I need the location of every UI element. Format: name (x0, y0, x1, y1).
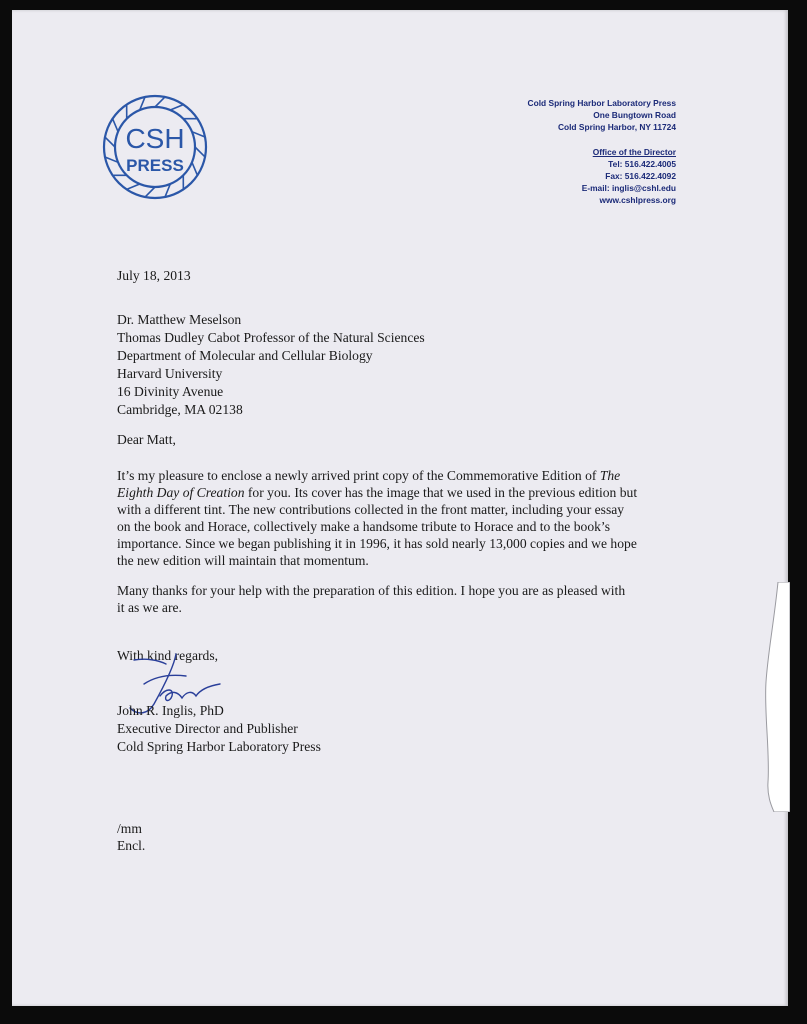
recipient-line: Harvard University (117, 366, 223, 381)
csh-press-logo (95, 90, 215, 204)
logo-helix-link (195, 147, 205, 157)
paragraph-text: for you. Its cover has the image that we used in the previous edition but (244, 485, 638, 500)
recipient-line: 16 Divinity Avenue (117, 384, 224, 399)
recipient-address (117, 311, 707, 419)
logo-text-csh: CSH (125, 123, 185, 154)
letterhead-city: Cold Spring Harbor, NY 11724 (557, 122, 676, 132)
paper-tear (760, 582, 790, 812)
body-paragraph-1 (117, 467, 707, 569)
logo-helix-link (127, 184, 140, 189)
recipient-line: Thomas Dudley Cabot Professor of the Natural Sciences (117, 330, 425, 345)
letter-date: July 18, 2013 (117, 268, 191, 283)
logo-helix-link (192, 162, 197, 175)
signer-title: Executive Director and Publisher (117, 721, 298, 736)
paragraph-text: the new edition will maintain that momentum. (117, 553, 369, 568)
paragraph-text: it as we are. (117, 600, 182, 615)
logo-helix-link (145, 187, 155, 197)
signature-block (117, 702, 707, 756)
letterhead-office: Office of the Director (592, 147, 676, 157)
recipient-line: Cambridge, MA 02138 (117, 402, 243, 417)
paragraph-text: Many thanks for your help with the preparation of this edition. I hope you are as pleased with (117, 583, 626, 598)
letterhead-fax: Fax: 516.422.4092 (605, 171, 676, 181)
paragraph-text: It’s my pleasure to enclose a newly arrived print copy of the Commemorative Edition of (117, 468, 600, 483)
letterhead-tel: Tel: 516.422.4005 (608, 159, 676, 169)
recipient-line: Dr. Matthew Meselson (117, 312, 242, 327)
typist-initials: /mm (117, 821, 142, 836)
logo-helix-link (155, 97, 165, 107)
recipient-line: Department of Molecular and Cellular Biology (117, 348, 373, 363)
signer-org: Cold Spring Harbor Laboratory Press (117, 739, 321, 754)
letterhead (416, 97, 676, 206)
reference-block (117, 820, 707, 854)
logo-text-press: PRESS (126, 156, 184, 175)
letter-page (12, 10, 788, 1006)
letterhead-org: Cold Spring Harbor Laboratory Press (527, 98, 676, 108)
letterhead-web: www.cshlpress.org (599, 195, 676, 205)
book-title: Eighth Day of Creation (117, 485, 245, 500)
enclosure-note: Encl. (117, 838, 146, 853)
signer-name: John R. Inglis, PhD (117, 703, 224, 718)
letterhead-email: E-mail: inglis@cshl.edu (581, 183, 676, 193)
paragraph-text: importance. Since we began publishing it in 1996, it has sold nearly 13,000 copies and we hope (117, 536, 637, 551)
body-paragraph-2 (117, 582, 707, 616)
book-title: The (599, 468, 621, 483)
logo-helix-link (105, 137, 115, 147)
salutation: Dear Matt, (117, 432, 176, 447)
logo-helix-link (113, 119, 118, 132)
paragraph-text: with a different tint. The new contributions collected in the front matter, including your essay (117, 502, 625, 517)
closing: With kind regards, (117, 648, 219, 663)
logo-helix-link (170, 105, 183, 110)
letterhead-street: One Bungtown Road (593, 110, 676, 120)
paragraph-text: on the book and Horace, collectively make a handsome tribute to Horace and to the book’s (117, 519, 610, 534)
